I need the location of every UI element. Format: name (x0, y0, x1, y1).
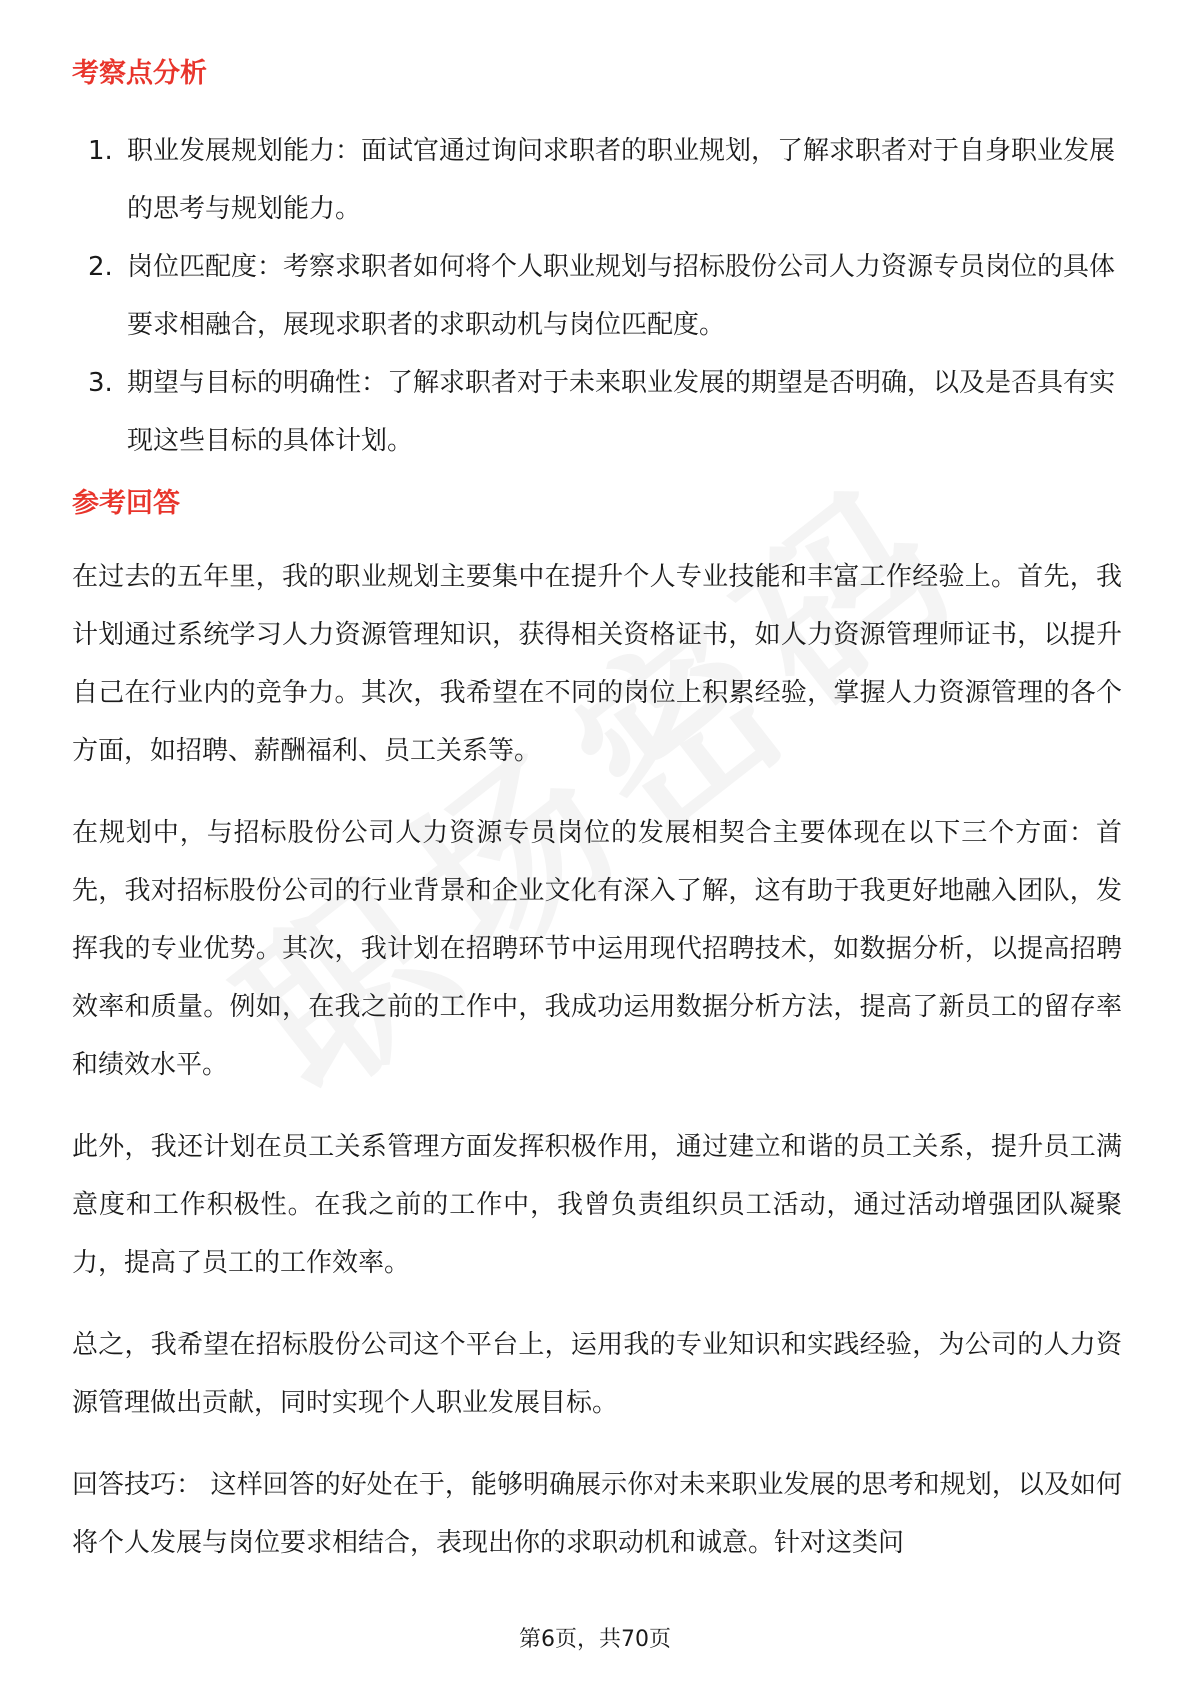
list-item (72, 238, 1122, 354)
list-item-text: 职业发展规划能力：面试官通过询问求职者的职业规划，了解求职者对于自身职业发展的思考与规划能力。 (127, 136, 1116, 224)
list-item-text: 岗位匹配度：考察求职者如何将个人职业规划与招标股份公司人力资源专员岗位的具体要求相融合，展现求职者的求职动机与岗位匹配度。 (127, 252, 1116, 340)
answer-paragraph: 总之，我希望在招标股份公司这个平台上，运用我的专业知识和实践经验，为公司的人力资源管理做出贡献，同时实现个人职业发展目标。 (72, 1330, 1122, 1418)
list-item (72, 354, 1122, 470)
answer-paragraph: 在规划中，与招标股份公司人力资源专员岗位的发展相契合主要体现在以下三个方面：首先，我对招标股份公司的行业背景和企业文化有深入了解，这有助于我更好地融入团队，发挥我的专业优势。其次，我计划在招聘环节中运用现代招聘技术，如数据分析，以提高招聘效率和质量。例如，在我之前的工作中，我成功运用数据分析方法，提高了新员工的留存率和绩效水平。 (72, 818, 1122, 1080)
answer-paragraph: 此外，我还计划在员工关系管理方面发挥积极作用，通过建立和谐的员工关系，提升员工满意度和工作积极性。在我之前的工作中，我曾负责组织员工活动，通过活动增强团队凝聚力，提高了员工的工作效率。 (72, 1132, 1122, 1278)
page-number: 第6页，共70页 (519, 1627, 671, 1652)
list-item-text: 期望与目标的明确性：了解求职者对于未来职业发展的期望是否明确，以及是否具有实现这些目标的具体计划。 (127, 368, 1116, 456)
answer-tips-paragraph: 回答技巧： 这样回答的好处在于，能够明确展示你对未来职业发展的思考和规划，以及如何将个人发展与岗位要求相结合，表现出你的求职动机和诚意。针对这类问 (72, 1470, 1122, 1558)
list-item-number: 2. (88, 252, 113, 282)
answer-paragraph: 在过去的五年里，我的职业规划主要集中在提升个人专业技能和丰富工作经验上。首先，我计划通过系统学习人力资源管理知识，获得相关资格证书，如人力资源管理师证书，以提升自己在行业内的竞争力。其次，我希望在不同的岗位上积累经验，掌握人力资源管理的各个方面，如招聘、薪酬福利、员工关系等。 (72, 562, 1122, 766)
page-content (72, 40, 1122, 1572)
list-item-number: 1. (88, 136, 113, 166)
analysis-list (72, 122, 1122, 470)
section-title-answer: 参考回答 (72, 488, 180, 519)
list-item-number: 3. (88, 368, 113, 398)
list-item (72, 122, 1122, 238)
section-title-analysis: 考察点分析 (72, 58, 207, 89)
